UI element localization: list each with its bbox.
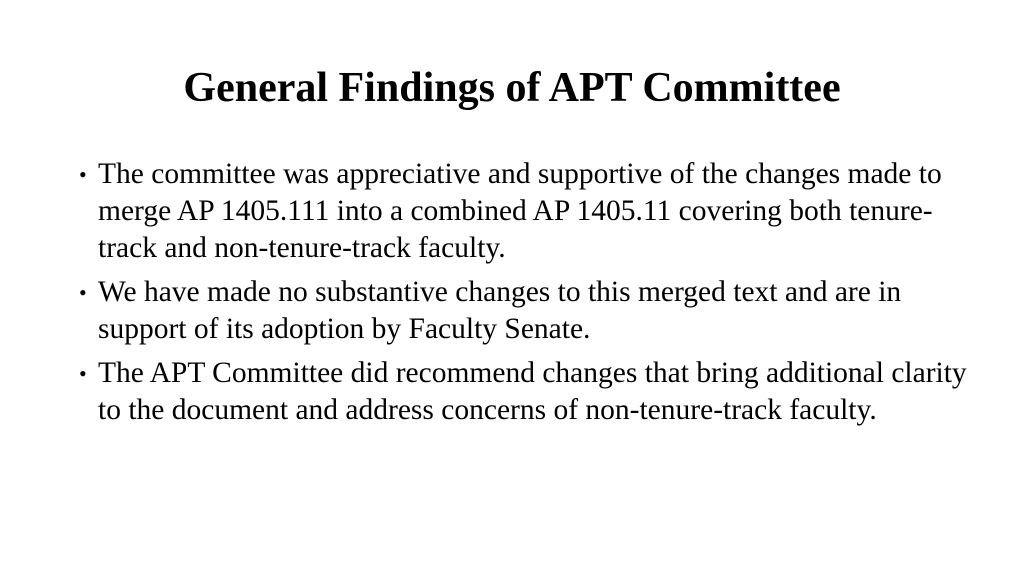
- bullet-text: The committee was appreciative and supportive of the changes made to merge AP 1405.111 into a combined AP 1405.11 covering both tenure-track and non-tenure-track faculty.: [98, 158, 942, 264]
- bullet-item: [78, 355, 968, 429]
- bullet-text: The APT Committee did recommend changes that bring additional clarity to the document and address concerns of non-tenure-track faculty.: [98, 357, 967, 426]
- slide-title: General Findings of APT Committee: [183, 65, 841, 111]
- bullet-icon: •: [79, 361, 87, 386]
- bullet-text: We have made no substantive changes to this merged text and are in support of its adoption by Faculty Senate.: [98, 276, 902, 345]
- bullet-icon: •: [79, 280, 87, 305]
- bullet-item: [78, 156, 968, 267]
- bullet-item: [78, 274, 968, 348]
- bullet-icon: •: [79, 162, 87, 187]
- bullet-list: [78, 156, 968, 436]
